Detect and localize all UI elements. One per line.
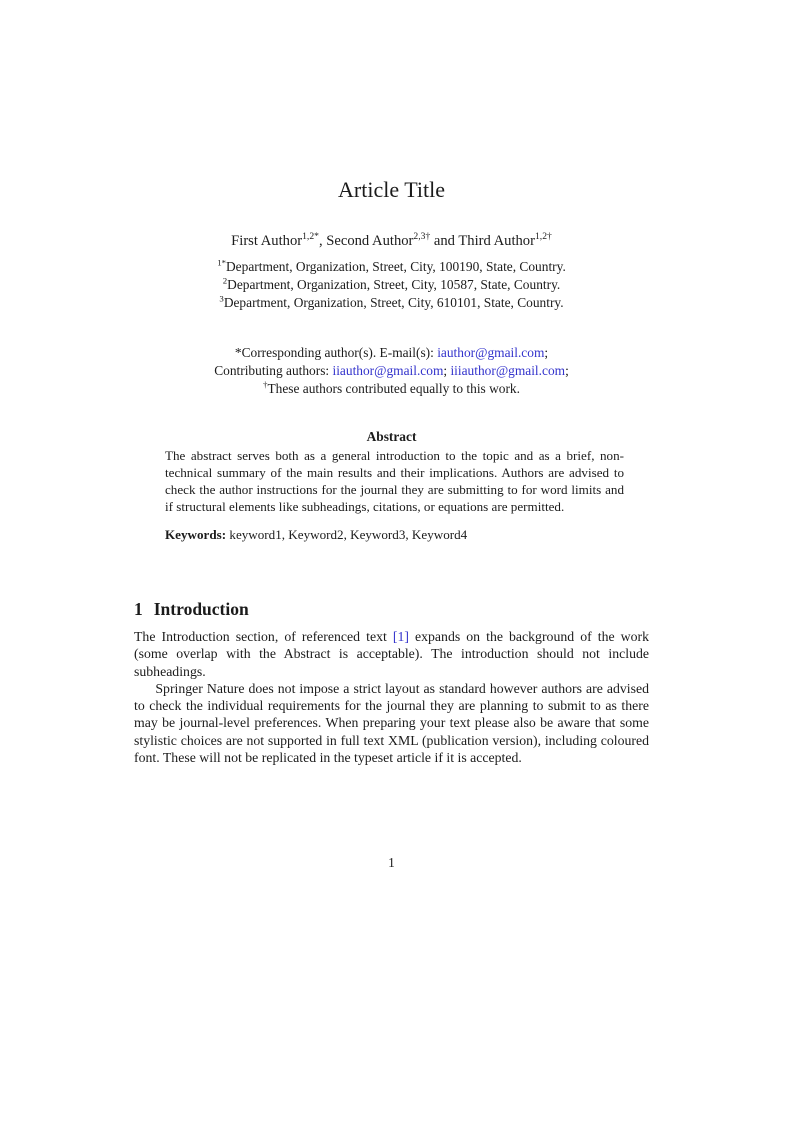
section-heading-introduction xyxy=(134,598,649,620)
author-separator: , xyxy=(318,233,327,249)
keywords-text: keyword1, Keyword2, Keyword3, Keyword4 xyxy=(229,527,468,542)
affiliation-line xyxy=(134,276,649,294)
affiliation-text: Department, Organization, Street, City, 10587, State, Country. xyxy=(227,277,561,292)
corresponding-suffix: ; xyxy=(544,345,549,360)
affiliation-text: Department, Organization, Street, City, 610101, State, Country. xyxy=(223,295,564,310)
abstract-heading: Abstract xyxy=(366,429,417,444)
abstract-text: The abstract serves both as a general introduction to the topic and as a brief, non-technical summary of the main results and their implications. Authors are advised to check the author instructions for the journal they are submitting to for word limits and if structural elements like subheadings, citations, or equations are permitted. xyxy=(165,448,624,514)
introduction-paragraph-2: Springer Nature does not impose a strict layout as standard however authors are advised to check the individual requirements for the journal they are planning to submit to as there may be journal-level preferences. When preparing your text please also be aware that some stylistic choices are not supported in full text XML (publication version), including coloured font. These will not be replicated in the typeset article if it is accepted. xyxy=(134,680,649,766)
section-title: Introduction xyxy=(153,599,249,619)
section-number: 1 xyxy=(134,599,143,619)
corresponding-author-line xyxy=(134,344,649,362)
author-name: First Author xyxy=(231,233,303,249)
contributing-prefix: Contributing authors: xyxy=(214,363,333,378)
author-name: Second Author xyxy=(326,233,414,249)
contributing-separator: ; xyxy=(443,363,451,378)
affiliation-block xyxy=(134,258,649,312)
paper-content xyxy=(134,0,649,766)
article-title: Article Title xyxy=(338,177,445,202)
affiliation-superscript: 3 xyxy=(219,293,224,304)
equal-contribution-text: These authors contributed equally to this work. xyxy=(267,381,520,396)
equal-contribution-line xyxy=(134,380,649,398)
author-line xyxy=(134,231,649,251)
affiliation-text: Department, Organization, Street, City, 100190, State, Country. xyxy=(226,259,566,274)
paragraph-text: The Introduction section, of referenced text xyxy=(134,629,393,644)
author-name: Third Author xyxy=(458,233,535,249)
author-separator: and xyxy=(430,233,459,249)
affiliation-line xyxy=(134,258,649,276)
contributing-authors-line xyxy=(134,362,649,380)
author-notes-block xyxy=(134,344,649,398)
author-superscript: 1,2† xyxy=(534,231,552,243)
email-link-contributing-1[interactable]: iiauthor@gmail.com xyxy=(332,363,444,378)
affiliation-superscript: 1* xyxy=(217,257,227,268)
paragraph-text: expands on the background of the work (some overlap with the Abstract is acceptable). The introduction should not include subheadings. xyxy=(134,629,649,679)
page-number: 1 xyxy=(388,855,395,870)
email-link-corresponding[interactable]: iauthor@gmail.com xyxy=(437,345,545,360)
keywords-line xyxy=(165,526,624,543)
affiliation-line xyxy=(134,294,649,312)
email-link-contributing-2[interactable]: iiiauthor@gmail.com xyxy=(450,363,566,378)
citation-link-1[interactable]: [1] xyxy=(392,629,409,644)
keywords-label: Keywords: xyxy=(165,527,227,542)
author-superscript: 2,3† xyxy=(413,231,431,243)
affiliation-superscript: 2 xyxy=(222,275,228,286)
author-superscript: 1,2* xyxy=(302,231,319,243)
corresponding-prefix: *Corresponding author(s). E-mail(s): xyxy=(234,345,438,360)
introduction-paragraph-1 xyxy=(134,628,649,680)
dagger-superscript: † xyxy=(263,379,268,390)
contributing-suffix: ; xyxy=(565,363,569,378)
